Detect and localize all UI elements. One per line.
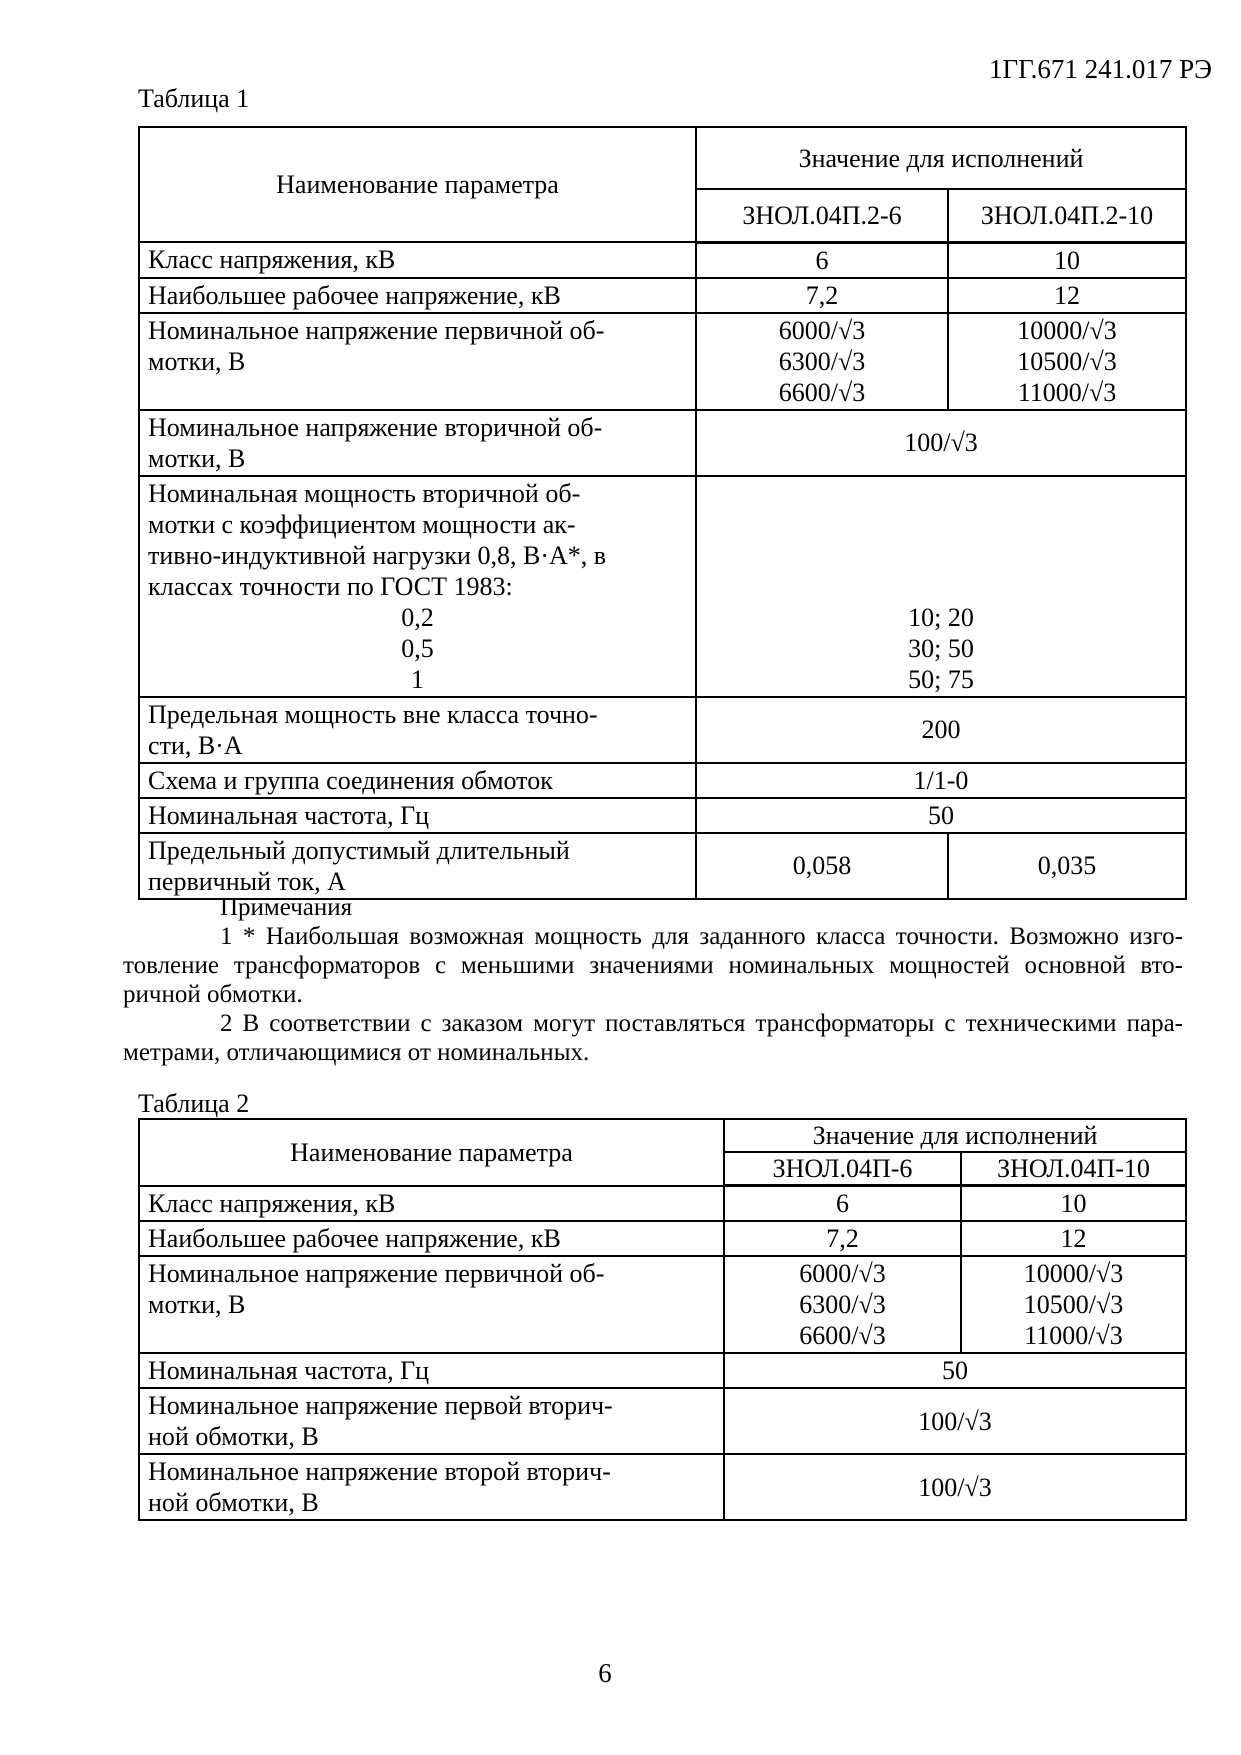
value-cell: 12 bbox=[948, 278, 1186, 313]
param-cell bbox=[139, 1256, 724, 1353]
accuracy-class-label: 1 bbox=[411, 664, 424, 694]
value-cell: 50 bbox=[724, 1353, 1186, 1388]
param-cell bbox=[139, 1388, 724, 1454]
table1-caption: Таблица 1 bbox=[138, 84, 250, 113]
table-row bbox=[139, 763, 1186, 798]
table1-param-column-header: Наименование параметра bbox=[139, 127, 696, 242]
table2-values-group-header: Значение для исполнений bbox=[724, 1119, 1186, 1152]
cell-line: мотки, В bbox=[148, 346, 246, 376]
param-cell bbox=[139, 476, 696, 697]
param-cell: Номинальная частота, Гц bbox=[139, 1353, 724, 1388]
table-row bbox=[139, 476, 1186, 697]
cell-line: Номинальное напряжение вторичной об- bbox=[148, 412, 603, 442]
cell-line: 30; 50 bbox=[908, 633, 974, 663]
param-cell bbox=[139, 313, 696, 410]
table1-model1-header: ЗНОЛ.04П.2-6 bbox=[696, 189, 948, 242]
accuracy-class-label: 0,2 bbox=[401, 602, 434, 632]
document-number: 1ГГ.671 241.017 РЭ bbox=[988, 54, 1212, 84]
value-cell: 0,058 bbox=[696, 833, 948, 899]
cell-line: тивно-индуктивной нагрузки 0,8, В·А*, в bbox=[148, 540, 606, 570]
table-row bbox=[139, 1454, 1186, 1520]
value-cell: 6 bbox=[696, 242, 948, 278]
table-row bbox=[139, 798, 1186, 833]
table2-caption: Таблица 2 bbox=[138, 1089, 250, 1118]
value-cell bbox=[696, 313, 948, 410]
cell-line: 11000/√3 bbox=[1017, 377, 1117, 407]
value-cell: 100/√3 bbox=[696, 410, 1186, 476]
cell-line: 10500/√3 bbox=[1023, 1290, 1124, 1319]
param-cell: Наибольшее рабочее напряжение, кВ bbox=[139, 1221, 724, 1256]
cell-line: 50; 75 bbox=[908, 664, 974, 694]
param-cell bbox=[139, 1454, 724, 1520]
table-row bbox=[139, 242, 1186, 278]
value-cell: 7,2 bbox=[696, 278, 948, 313]
cell-line: Номинальное напряжение первой вторич- bbox=[148, 1391, 613, 1420]
cell-line: первичный ток, А bbox=[148, 866, 346, 896]
table2-parameters bbox=[138, 1118, 1187, 1521]
cell-line: Номинальное напряжение первичной об- bbox=[148, 1259, 605, 1288]
cell-line: Предельная мощность вне класса точно- bbox=[148, 699, 598, 729]
cell-line: сти, В·А bbox=[148, 730, 243, 760]
table2-model1-header: ЗНОЛ.04П-6 bbox=[724, 1152, 961, 1186]
value-cell: 1/1-0 bbox=[696, 763, 1186, 798]
param-cell bbox=[139, 833, 696, 899]
cell-line: 6600/√3 bbox=[778, 377, 866, 407]
notes-section bbox=[123, 893, 1183, 1067]
value-cell: 200 bbox=[696, 697, 1186, 763]
table-row bbox=[139, 1353, 1186, 1388]
value-cell: 100/√3 bbox=[724, 1388, 1186, 1454]
cell-line: мотки с коэффициентом мощности ак- bbox=[148, 509, 576, 539]
param-cell: Класс напряжения, кВ bbox=[139, 242, 696, 278]
table2-model2-header: ЗНОЛ.04П-10 bbox=[961, 1152, 1186, 1186]
cell-line: Номинальное напряжение первичной об- bbox=[148, 315, 605, 345]
cell-line: 6000/√3 bbox=[799, 1259, 886, 1288]
table-row bbox=[139, 278, 1186, 313]
table1-model2-header: ЗНОЛ.04П.2-10 bbox=[948, 189, 1186, 242]
value-cell: 50 bbox=[696, 798, 1186, 833]
value-cell: 0,035 bbox=[948, 833, 1186, 899]
cell-line: 6600/√3 bbox=[799, 1321, 886, 1350]
table1-parameters bbox=[138, 126, 1187, 900]
table1-header-row-group bbox=[139, 127, 1186, 189]
table-row bbox=[139, 1221, 1186, 1256]
note1-line: 1 * Наибольшая возможная мощность для заданного класса точности. Возможно изго- bbox=[220, 923, 1183, 950]
value-cell: 10 bbox=[948, 242, 1186, 278]
param-cell: Наибольшее рабочее напряжение, кВ bbox=[139, 278, 696, 313]
cell-line: классах точности по ГОСТ 1983: bbox=[148, 571, 513, 601]
table-row bbox=[139, 410, 1186, 476]
cell-line: 10000/√3 bbox=[1017, 315, 1117, 345]
table1-values-group-header: Значение для исполнений bbox=[696, 127, 1186, 189]
value-cell bbox=[948, 313, 1186, 410]
table-row bbox=[139, 1186, 1186, 1222]
cell-line: мотки, В bbox=[148, 1290, 246, 1319]
cell-line: 10500/√3 bbox=[1017, 346, 1117, 376]
cell-line: Номинальная мощность вторичной об- bbox=[148, 478, 581, 508]
cell-line: 6300/√3 bbox=[799, 1290, 886, 1319]
value-cell: 100/√3 bbox=[724, 1454, 1186, 1520]
note2-line: 2 В соответствии с заказом могут поставляться трансформаторы с техническими пара- bbox=[220, 1010, 1183, 1037]
cell-line: Номинальное напряжение второй вторич- bbox=[148, 1457, 611, 1486]
value-cell bbox=[724, 1256, 961, 1353]
cell-line: ной обмотки, В bbox=[148, 1488, 319, 1517]
table-row bbox=[139, 313, 1186, 410]
cell-line: ной обмотки, В bbox=[148, 1422, 319, 1451]
cell-line: мотки, В bbox=[148, 443, 246, 473]
value-cell bbox=[961, 1256, 1186, 1353]
table2-header-row-group bbox=[139, 1119, 1186, 1152]
cell-line: 10; 20 bbox=[908, 602, 974, 632]
table-row bbox=[139, 1388, 1186, 1454]
note1-line: ричной обмотки. bbox=[123, 981, 303, 1008]
table2-param-column-header: Наименование параметра bbox=[139, 1119, 724, 1186]
accuracy-class-label: 0,5 bbox=[401, 633, 434, 663]
value-cell bbox=[696, 476, 1186, 697]
table-row bbox=[139, 833, 1186, 899]
cell-line: 6000/√3 bbox=[778, 315, 866, 345]
value-cell: 10 bbox=[961, 1186, 1186, 1222]
cell-line: 11000/√3 bbox=[1024, 1321, 1123, 1350]
param-cell: Класс напряжения, кВ bbox=[139, 1186, 724, 1222]
value-cell: 6 bbox=[724, 1186, 961, 1222]
param-cell: Схема и группа соединения обмоток bbox=[139, 763, 696, 798]
param-cell bbox=[139, 697, 696, 763]
cell-line: Предельный допустимый длительный bbox=[148, 835, 570, 865]
page-number: 6 bbox=[598, 1658, 612, 1688]
note2-line: метрами, отличающимися от номинальных. bbox=[123, 1039, 590, 1066]
cell-line: 6300/√3 bbox=[778, 346, 866, 376]
value-cell: 12 bbox=[961, 1221, 1186, 1256]
param-cell bbox=[139, 410, 696, 476]
table-row bbox=[139, 1256, 1186, 1353]
notes-title: Примечания bbox=[220, 894, 353, 921]
cell-line: 10000/√3 bbox=[1023, 1259, 1124, 1288]
value-cell: 7,2 bbox=[724, 1221, 961, 1256]
param-cell: Номинальная частота, Гц bbox=[139, 798, 696, 833]
table-row bbox=[139, 697, 1186, 763]
note1-line: товление трансформаторов с меньшими значениями номинальных мощностей основной вто- bbox=[123, 952, 1183, 979]
